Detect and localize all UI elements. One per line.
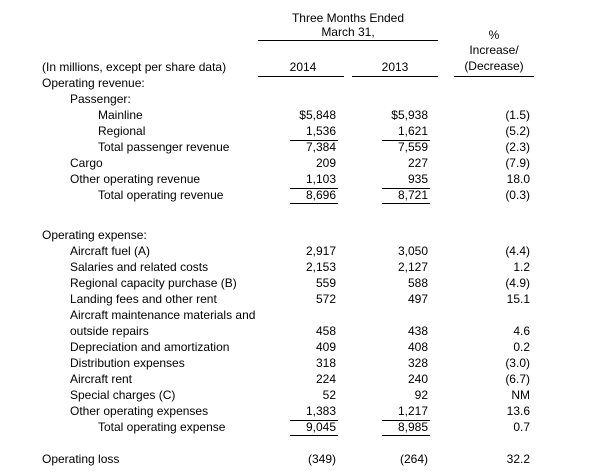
period-header-line2: March 31, <box>321 25 375 39</box>
expense-section-title: Operating expense: <box>42 228 147 242</box>
value-2013: 3,050 <box>397 244 428 258</box>
row-label: Other operating revenue <box>70 172 201 186</box>
value-pct: (7.9) <box>505 156 530 170</box>
row-label: Landing fees and other rent <box>70 292 217 306</box>
value-2014: 52 <box>322 388 336 402</box>
value-2013: (264) <box>399 452 428 466</box>
row-label: Depreciation and amortization <box>70 340 230 354</box>
pct-header-line3: (Decrease) <box>464 59 524 73</box>
revenue-section-title: Operating revenue: <box>42 76 145 90</box>
value-2013: 8,721 <box>397 188 428 202</box>
value-2014: 209 <box>315 156 336 170</box>
value-2014: $5,848 <box>299 108 336 122</box>
row-label: Total operating expense <box>98 420 226 434</box>
value-2014: 1,536 <box>305 124 336 138</box>
value-2013: 497 <box>407 292 428 306</box>
year-2013-rule <box>352 76 438 77</box>
value-2013: 1,621 <box>397 124 428 138</box>
value-2014: 318 <box>315 356 336 370</box>
value-2014: 224 <box>315 372 336 386</box>
value-2013: 328 <box>407 356 428 370</box>
value-pct: 18.0 <box>506 172 530 186</box>
row-label: Aircraft fuel (A) <box>70 244 151 258</box>
value-2013: 240 <box>407 372 428 386</box>
row-label: Cargo <box>70 156 103 170</box>
row-label: Salaries and related costs <box>70 260 209 274</box>
value-pct: (4.9) <box>505 276 530 290</box>
row-label: Mainline <box>98 108 143 122</box>
value-2013: 92 <box>414 388 428 402</box>
value-2013: 2,127 <box>397 260 428 274</box>
value-2013: 8,985 <box>397 420 428 434</box>
row-label: Special charges (C) <box>70 388 176 402</box>
value-2014: 7,384 <box>305 140 336 154</box>
value-pct: (2.3) <box>505 140 530 154</box>
row-label: outside repairs <box>70 324 149 338</box>
pct-header-line2: Increase/ <box>469 43 519 57</box>
value-2014: (349) <box>307 452 336 466</box>
value-pct: 32.2 <box>506 452 530 466</box>
value-2014: 458 <box>315 324 336 338</box>
pct-rule <box>454 76 534 77</box>
value-pct: 0.2 <box>513 340 530 354</box>
value-2013: 408 <box>407 340 428 354</box>
row-label: Total passenger revenue <box>98 140 230 154</box>
value-2014: 8,696 <box>305 188 336 202</box>
total-underline-2014 <box>290 203 338 204</box>
row-label: Aircraft maintenance materials and <box>70 308 256 322</box>
value-2013: 7,559 <box>397 140 428 154</box>
value-2013: 227 <box>407 156 428 170</box>
year-2013-header: 2013 <box>381 60 409 74</box>
value-pct: (5.2) <box>505 124 530 138</box>
total-underline-2013 <box>382 203 430 204</box>
expense-total-underline-2014 <box>290 435 338 436</box>
value-pct: 4.6 <box>513 324 530 338</box>
expense-total-underline-2013 <box>382 435 430 436</box>
year-2014-rule <box>258 76 344 77</box>
row-label: Distribution expenses <box>70 356 185 370</box>
pct-header-line1: % <box>488 28 500 42</box>
value-2014: 559 <box>315 276 336 290</box>
value-pct: 0.7 <box>513 420 530 434</box>
value-2014: 1,383 <box>305 404 336 418</box>
value-2014: 9,045 <box>305 420 336 434</box>
value-2013: 588 <box>407 276 428 290</box>
row-label: Operating loss <box>42 452 120 466</box>
value-2013: 1,217 <box>397 404 428 418</box>
value-2013: 935 <box>407 172 428 186</box>
row-label: Total operating revenue <box>98 188 224 202</box>
value-2014: 2,917 <box>305 244 336 258</box>
value-pct: (6.7) <box>505 372 530 386</box>
row-label: Regional <box>98 124 146 138</box>
value-pct: 13.6 <box>506 404 530 418</box>
value-2013: 438 <box>407 324 428 338</box>
period-header-line1: Three Months Ended <box>291 11 405 25</box>
year-2014-header: 2014 <box>289 60 317 74</box>
value-2014: 2,153 <box>305 260 336 274</box>
value-2014: 409 <box>315 340 336 354</box>
row-label: Other operating expenses <box>70 404 209 418</box>
row-label: Aircraft rent <box>70 372 133 386</box>
unit-note: (In millions, except per share data) <box>42 60 227 74</box>
passenger-subtitle: Passenger: <box>70 92 131 106</box>
period-header-rule <box>258 40 438 41</box>
value-2013: $5,938 <box>391 108 428 122</box>
value-2014: 572 <box>315 292 336 306</box>
value-pct: (1.5) <box>505 108 530 122</box>
value-pct: 1.2 <box>513 260 530 274</box>
value-pct: (3.0) <box>505 356 530 370</box>
value-pct: NM <box>511 388 530 402</box>
value-pct: 15.1 <box>506 292 530 306</box>
value-2014: 1,103 <box>305 172 336 186</box>
value-pct: (4.4) <box>505 244 530 258</box>
value-pct: (0.3) <box>505 188 530 202</box>
row-label: Regional capacity purchase (B) <box>70 276 237 290</box>
